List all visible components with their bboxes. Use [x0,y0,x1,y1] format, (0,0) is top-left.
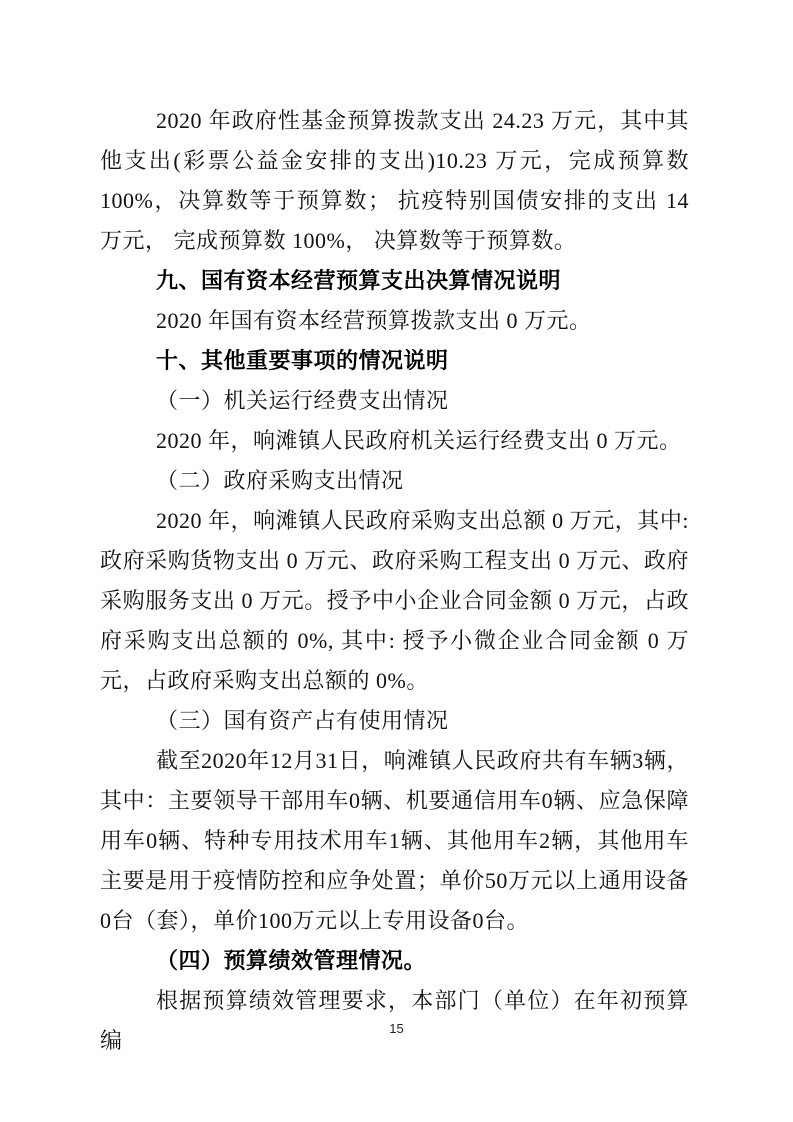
paragraph-government-fund-expenditure: 2020 年政府性基金预算拨款支出 24.23 万元，其中其他支出(彩票公益金安排的支出)10.23 万元，完成预算数 100%，决算数等于预算数； 抗疫特别国债安排的支出 14 万元， 完成预算数 100%， 决算数等于预算数。 [100,108,689,253]
document-body [100,101,689,1061]
paragraph-state-capital-expenditure: 2020 年国有资本经营预算拨款支出 0 万元。 [156,308,592,333]
paragraph-agency-operating-expense: 2020 年，响滩镇人民政府机关运行经费支出 0 万元。 [156,428,682,453]
subsection-heading-3: （三）国有资产占有使用情况 [156,708,449,733]
section-heading-10: 十、其他重要事项的情况说明 [156,348,449,373]
subsection-heading-4: （四）预算绩效管理情况。 [156,948,427,973]
paragraph-state-assets-usage: 截至2020年12月31日，响滩镇人民政府共有车辆3辆，其中：主要领导干部用车0辆、机要通信用车0辆、应急保障用车0辆、特种专用技术用车1辆、其他用车2辆，其他用车主要是用于疫情防控和应争处置；单价50万元以上通用设备0台（套），单价100万元以上专用设备0台。 [100,748,689,933]
subsection-heading-1: （一）机关运行经费支出情况 [156,388,449,413]
paragraph-budget-performance: 根据预算绩效管理要求，本部门（单位）在年初预算编 [100,988,689,1053]
section-heading-9: 九、国有资本经营预算支出决算情况说明 [156,268,562,293]
subsection-heading-2: （二）政府采购支出情况 [156,468,404,493]
paragraph-government-procurement: 2020 年，响滩镇人民政府采购支出总额 0 万元，其中:政府采购货物支出 0 万元、政府采购工程支出 0 万元、政府采购服务支出 0 万元。授予中小企业合同金额 0 万元，占政府采购支出总额的 0%, 其中: 授予小微企业合同金额 0 万元，占政府采购支出总额的 0%。 [100,508,689,693]
page-number: 15 [389,1021,404,1036]
